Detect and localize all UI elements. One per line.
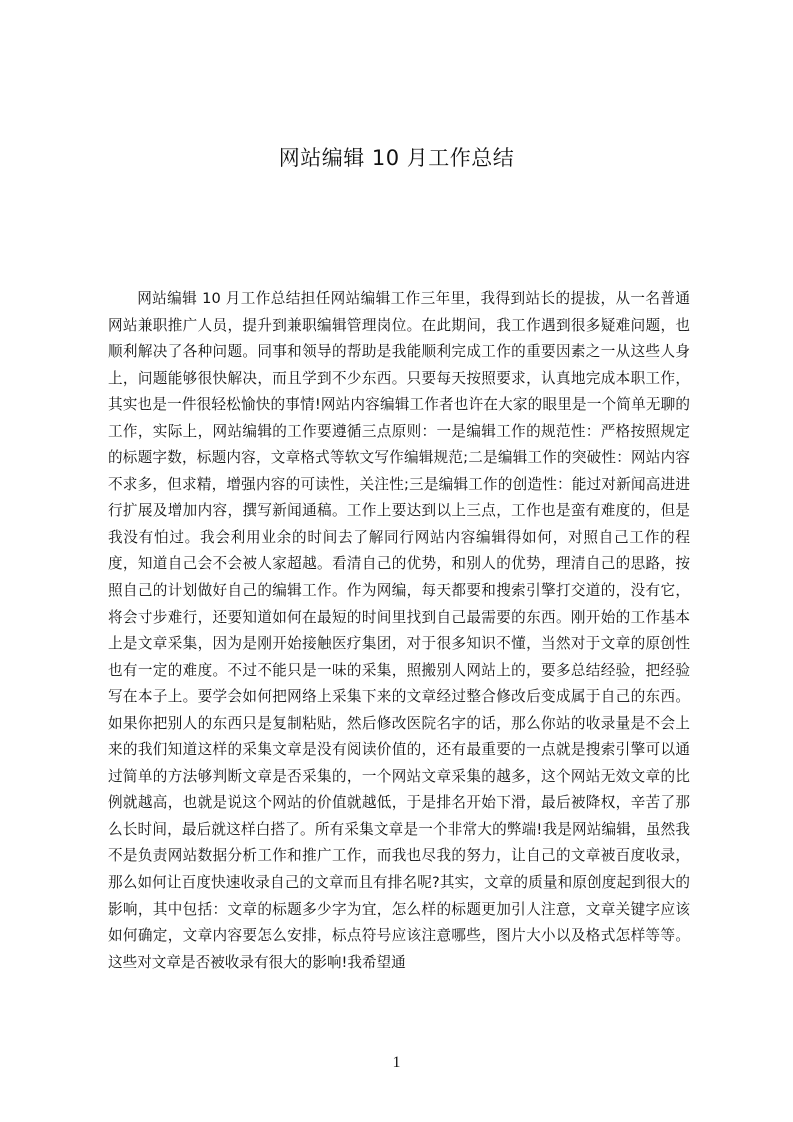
body-paragraph: 网站编辑 10 月工作总结担任网站编辑工作三年里，我得到站长的提拔，从一名普通网站兼职推广人员，提升到兼职编辑管理岗位。在此期间，我工作遇到很多疑难问题，也顺利解决了各种问题。同事和领导的帮助是我能顺利完成工作的重要因素之一从这些人身上，问题能够很快解决，而且学到不少东西。只要每天按照要求，认真地完成本职工作，其实也是一件很轻松愉快的事情!网站内容编辑工作者也许在大家的眼里是一个简单无聊的工作，实际上，网站编辑的工作要遵循三点原则：一是编辑工作的规范性：严格按照规定的标题字数，标题内容，文章格式等软文写作编辑规范;二是编辑工作的突破性：网站内容不求多，但求精，增强内容的可读性，关注性;三是编辑工作的创造性：能过对新闻高进进行扩展及增加内容，撰写新闻通稿。工作上要达到以上三点，工作也是蛮有难度的，但是我没有怕过。我会利用业余的时间去了解同行网站内容编辑得如何，对照自己工作的程度，知道自己会不会被人家超越。看清自己的优势，和别人的优势，理清自己的思路，按照自己的计划做好自己的编辑工作。作为网编，每天都要和搜索引擎打交道的，没有它，将会寸步难行，还要知道如何在最短的时间里找到自己最需要的东西。刚开始的工作基本上是文章采集，因为是刚开始接触医疗集团，对于很多知识不懂，当然对于文章的原创性也有一定的难度。不过不能只是一味的采集，照搬别人网站上的，要多总结经验，把经验写在本子上。要学会如何把网络上采集下来的文章经过整合修改后变成属于自己的东西。如果你把别人的东西只是复制粘贴，然后修改医院名字的话，那么你站的收录量是不会上来的我们知道这样的采集文章是没有阅读价值的，还有最重要的一点就是搜索引擎可以通过简单的方法够判断文章是否采集的，一个网站文章采集的越多，这个网站无效文章的比例就越高，也就是说这个网站的价值就越低，于是排名开始下滑，最后被降权，辛苦了那么长时间，最后就这样白搭了。所有采集文章是一个非常大的弊端!我是网站编辑，虽然我不是负责网站数据分析工作和推广工作，而我也尽我的努力，让自己的文章被百度收录，那么如何让百度快速收录自己的文章而且有排名呢?其实，文章的质量和原创度起到很大的影响，其中包括：文章的标题多少字为宜，怎么样的标题更加引人注意，文章关键字应该如何确定，文章内容要怎么安排，标点符号应该注意哪些，图片大小以及格式怎样等等。这些对文章是否被收录有很大的影响!我希望通 <box>108 290 690 971</box>
document-title: 网站编辑 10 月工作总结 <box>278 146 515 170</box>
page-number: 1 <box>392 1054 401 1071</box>
